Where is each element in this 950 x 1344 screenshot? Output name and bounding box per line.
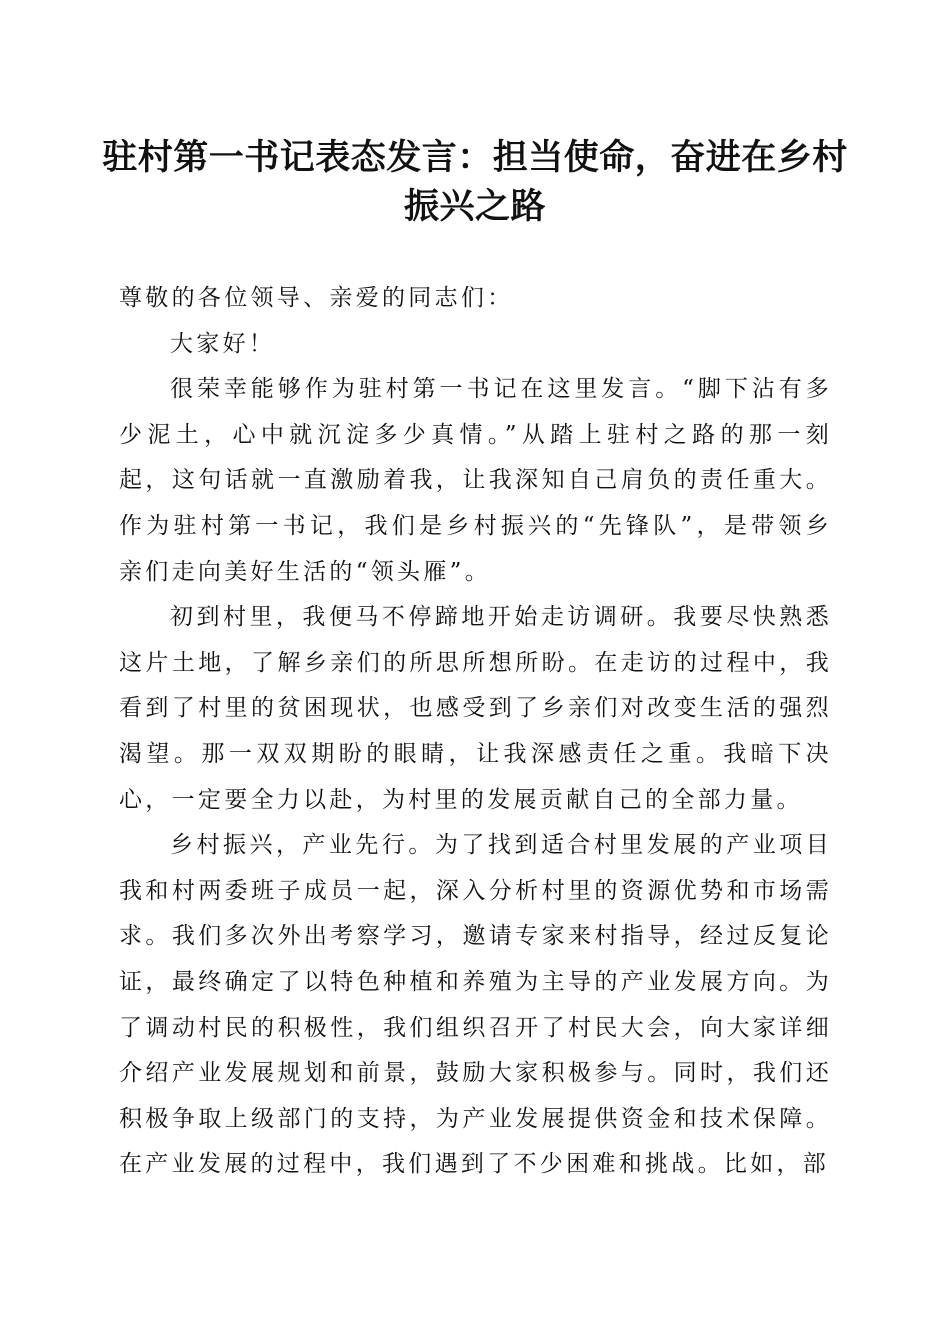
paragraph: 很荣幸能够作为驻村第一书记在这里发言。“脚下沾有多少泥土，心中就沉淀多少真情。”从踏上驻村之路的那一刻起，这句话就一直激励着我，让我深知自己肩负的责任重大。作为驻村第一书记，我们是乡村振兴的“先锋队”，是带领乡亲们走向美好生活的“领头雁”。 bbox=[119, 376, 832, 585]
salutation: 尊敬的各位领导、亲爱的同志们： bbox=[119, 285, 514, 311]
document-title: 驻村第一书记表态发言：担当使命，奋进在乡村振兴之路 bbox=[102, 137, 848, 227]
paragraph: 初到村里，我便马不停蹄地开始走访调研。我要尽快熟悉这片土地，了解乡亲们的所思所想所盼。在走访的过程中，我看到了村里的贫困现状，也感受到了乡亲们对改变生活的强烈渴望。那一双双期盼的眼睛，让我深感责任之重。我暗下决心，一定要全力以赴，为村里的发展贡献自己的全部力量。 bbox=[119, 604, 832, 813]
greeting: 大家好！ bbox=[170, 330, 276, 357]
paragraph: 乡村振兴，产业先行。为了找到适合村里发展的产业项目我和村两委班子成员一起，深入分析村里的资源优势和市场需求。我们多次外出考察学习，邀请专家来村指导，经过反复论证，最终确定了以特色种植和养殖为主导的产业发展方向。为了调动村民的积极性，我们组织召开了村民大会，向大家详细介绍产业发展规划和前景，鼓励大家积极参与。同时，我们还积极争取上级部门的支持，为产业发展提供资金和技术保障。在产业发展的过程中，我们遇到了不少困难和挑战。比如，部 bbox=[119, 832, 832, 1178]
document-body bbox=[119, 276, 832, 1188]
